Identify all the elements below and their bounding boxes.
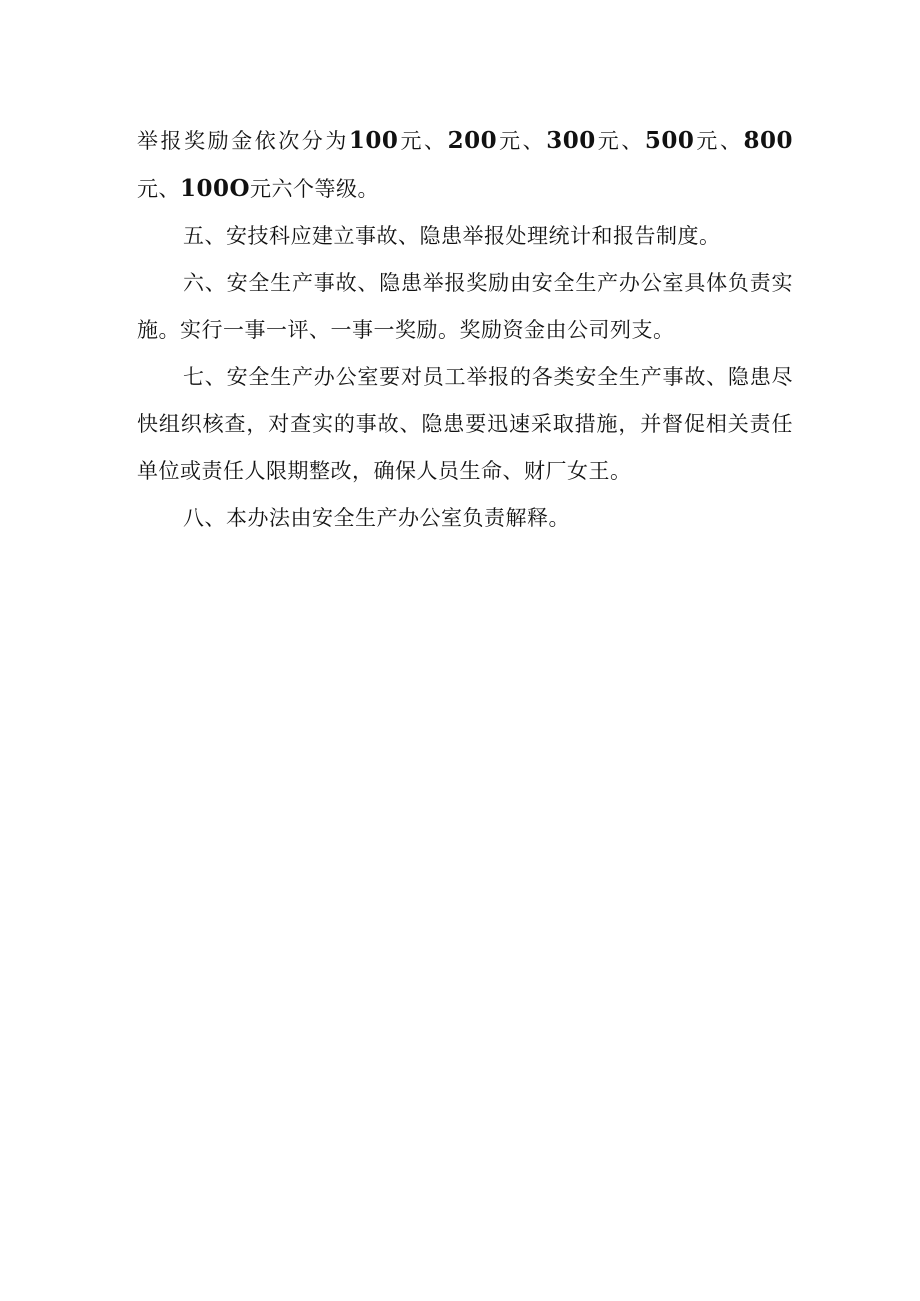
reward-amount-2: 200 — [447, 127, 498, 154]
clause-seven-paragraph: 七、安全生产办公室要对员工举报的各类安全生产事故、隐患尽快组织核查，对查实的事故、隐患要迅速采取措施，并督促相关责任单位或责任人限期整改，确保人员生命、财厂女王。 — [137, 365, 793, 483]
reward-text-1: 举报奖励金依次分为 — [137, 129, 349, 153]
reward-text-3: 元、 — [497, 129, 547, 153]
clause-five-paragraph: 五、安技科应建立事故、隐患举报处理统计和报告制度。 — [183, 224, 721, 248]
reward-text-2: 元、 — [398, 129, 448, 153]
reward-amount-5: 800 — [743, 127, 794, 154]
document-body — [137, 117, 793, 542]
reward-text-4: 元、 — [595, 129, 645, 153]
clause-eight-paragraph: 八、本办法由安全生产办公室负责解释。 — [183, 506, 570, 530]
reward-amount-4: 500 — [644, 127, 695, 154]
reward-amount-6: 100O — [180, 175, 251, 202]
reward-amount-3: 300 — [546, 127, 596, 154]
clause-six-paragraph: 六、安全生产事故、隐患举报奖励由安全生产办公室具体负责实施。实行一事一评、一事一奖励。奖励资金由公司列支。 — [137, 271, 793, 342]
reward-text-7: 元六个等级。 — [250, 177, 380, 201]
reward-text-5: 元、 — [694, 129, 744, 153]
reward-levels-paragraph — [137, 117, 793, 213]
reward-amount-1: 100 — [348, 127, 399, 154]
reward-text-6: 元、 — [137, 177, 180, 201]
